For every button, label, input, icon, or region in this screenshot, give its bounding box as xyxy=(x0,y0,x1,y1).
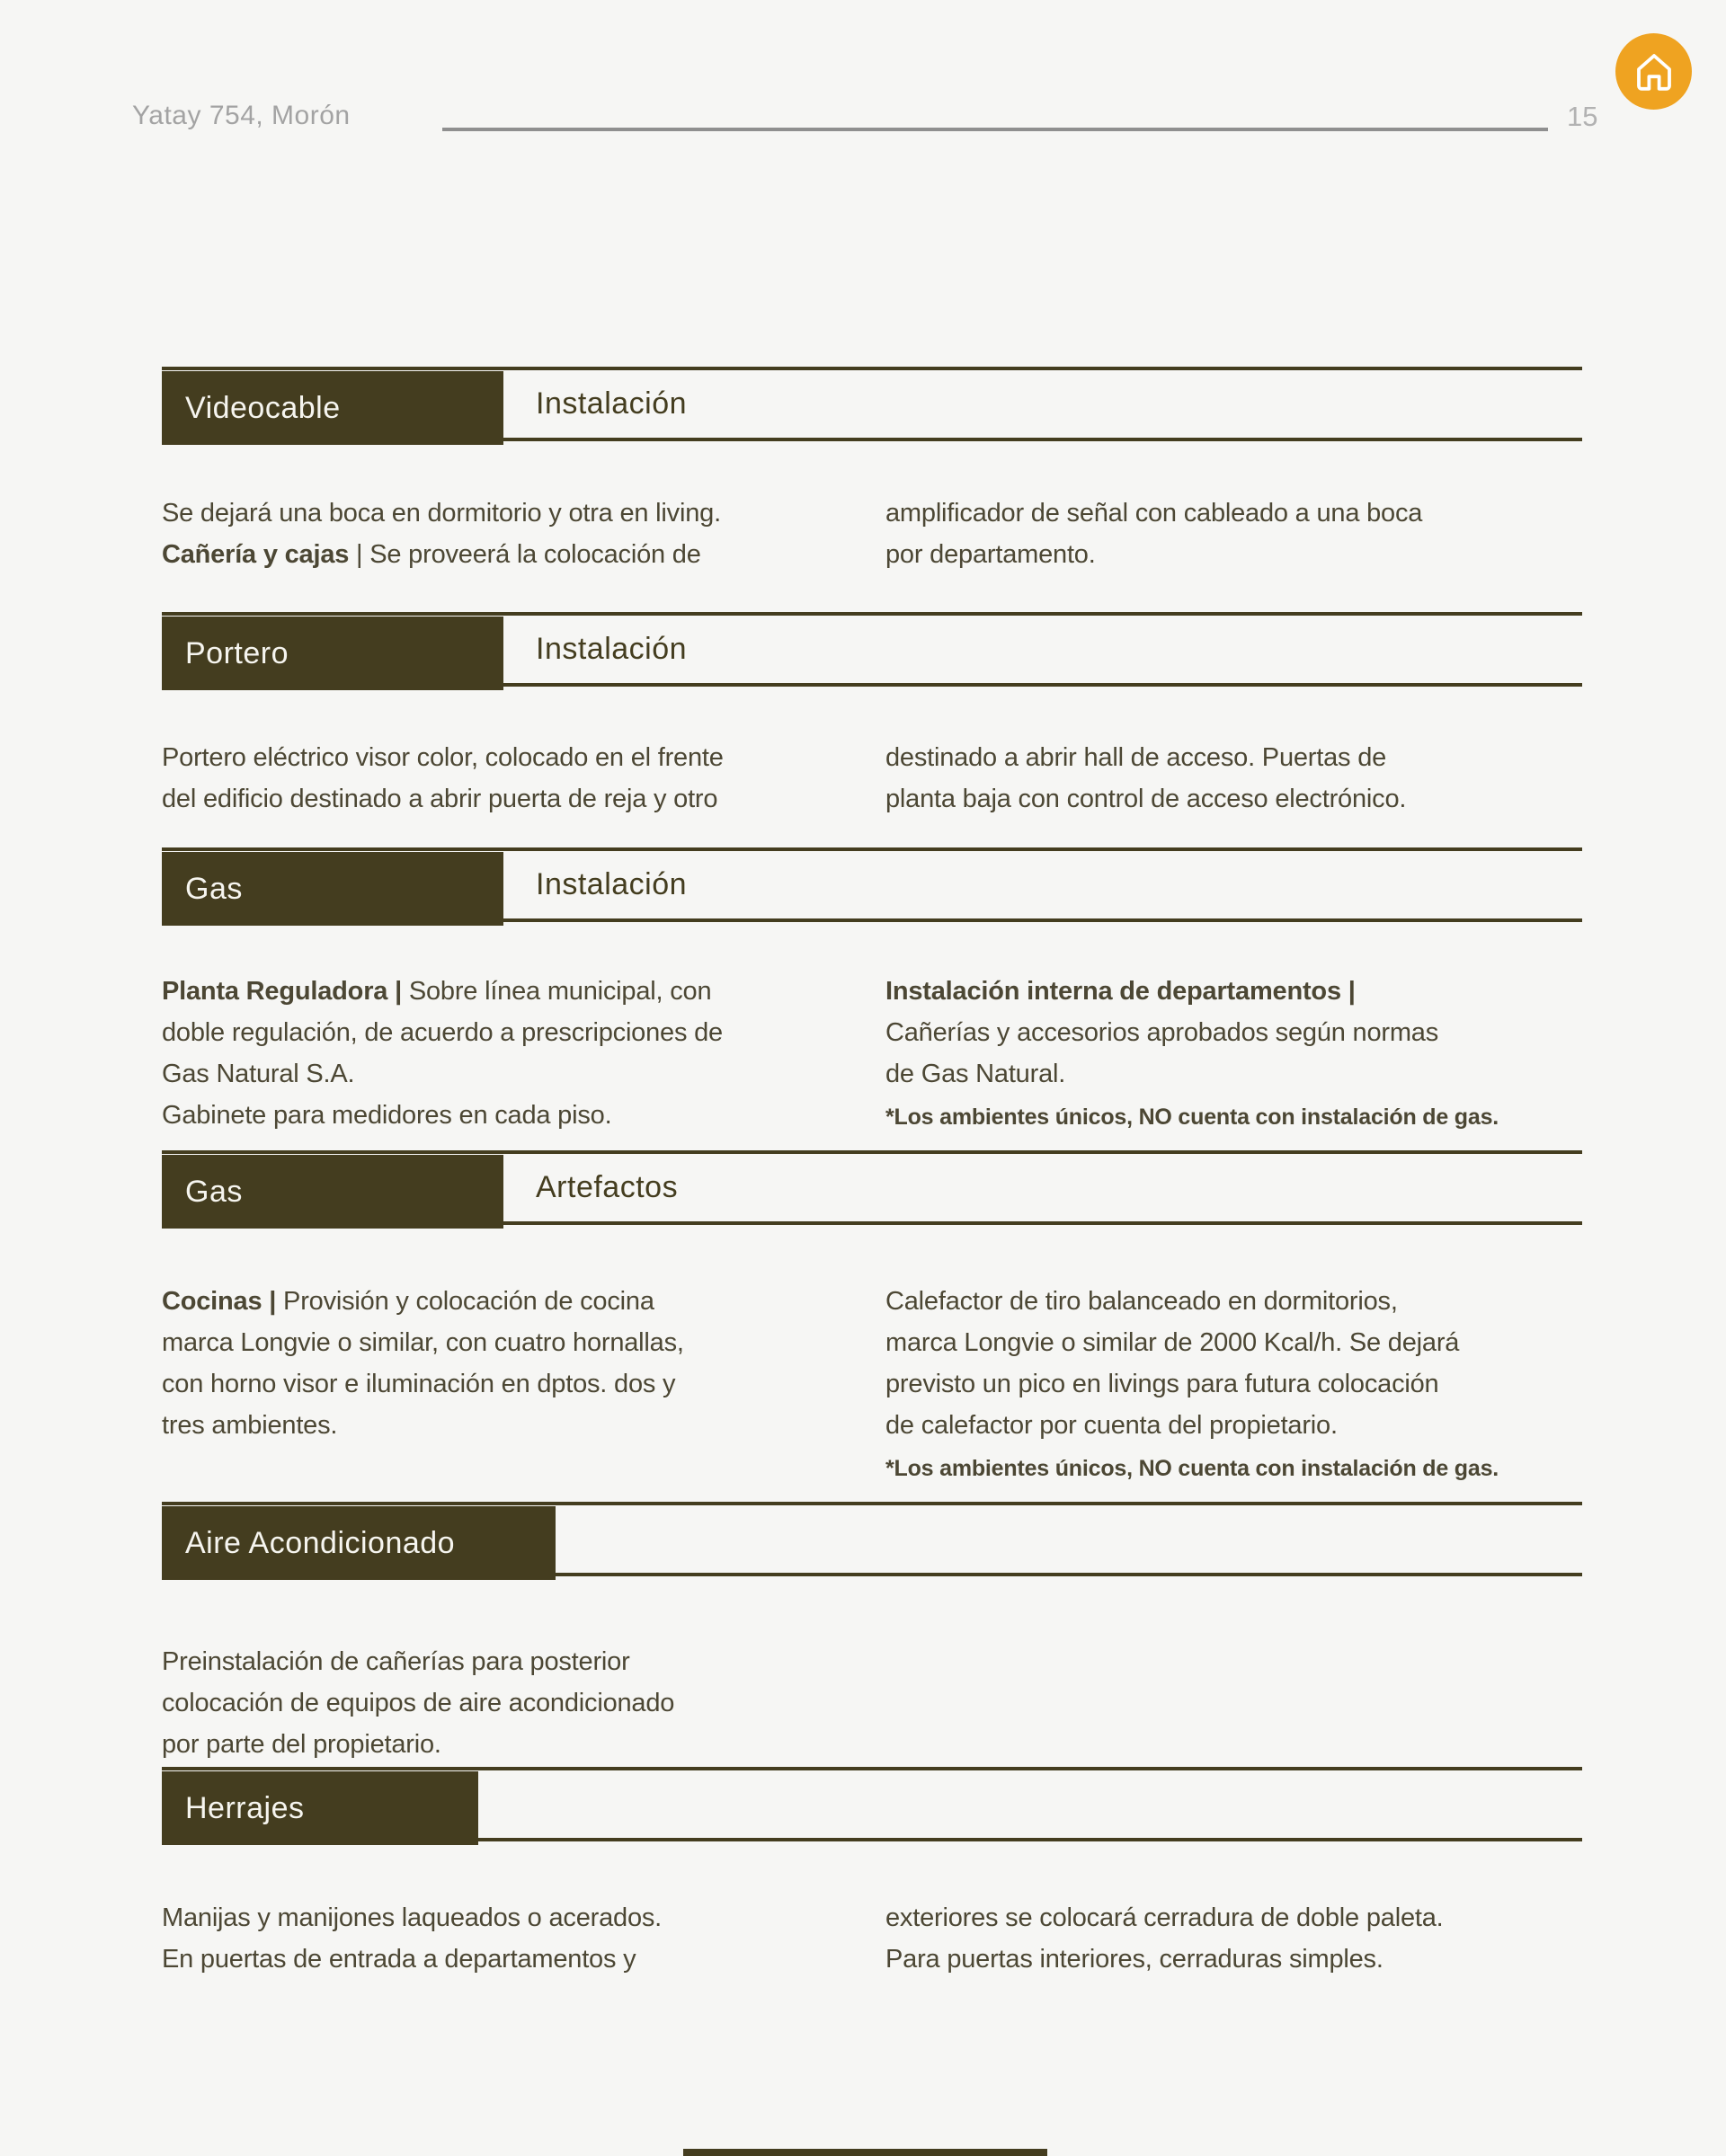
text-segment: Gas Natural S.A. xyxy=(162,1060,355,1088)
text-column xyxy=(162,971,859,1136)
text-segment: En puertas de entrada a departamentos y xyxy=(162,1945,636,1974)
section-tab xyxy=(162,852,503,926)
spec-line xyxy=(162,778,859,820)
page-number: 15 xyxy=(1567,101,1598,132)
spec-line xyxy=(885,737,1582,778)
text-segment: Gabinete para medidores en cada piso. xyxy=(162,1101,612,1130)
spec-section-portero xyxy=(162,612,1582,820)
text-segment: Para puertas interiores, cerraduras simples. xyxy=(885,1945,1383,1974)
text-segment: con horno visor e iluminación en dptos. dos y xyxy=(162,1370,676,1398)
text-segment: Instalación interna de departamentos | xyxy=(885,977,1356,1006)
text-segment: *Los ambientes únicos, NO cuenta con instalación de gas. xyxy=(885,1456,1499,1481)
section-title: Portero xyxy=(185,635,289,670)
spec-line xyxy=(162,1641,859,1682)
text-column xyxy=(162,1897,859,1980)
spec-line xyxy=(885,778,1582,820)
spec-line xyxy=(162,492,859,534)
text-segment: planta baja con control de acceso electrónico. xyxy=(885,785,1407,813)
spec-line xyxy=(162,1724,859,1765)
spec-line xyxy=(162,1897,859,1939)
section-tab xyxy=(162,1155,503,1229)
section-body xyxy=(162,492,1582,575)
section-tab xyxy=(162,1506,556,1580)
text-segment: amplificador de señal con cableado a una boca xyxy=(885,499,1423,528)
spec-line xyxy=(162,737,859,778)
text-segment: exteriores se colocará cerradura de doble paleta. xyxy=(885,1903,1444,1932)
section-title: Aire Acondicionado xyxy=(185,1525,456,1560)
spec-line xyxy=(885,1281,1582,1322)
section-title: Gas xyxy=(185,871,243,906)
text-segment: del edificio destinado a abrir puerta de reja y otro xyxy=(162,785,718,813)
section-body xyxy=(162,1641,1582,1765)
spec-line xyxy=(885,1405,1582,1446)
text-segment: Cocinas | xyxy=(162,1287,284,1316)
spec-line xyxy=(162,1281,859,1322)
section-title: Gas xyxy=(185,1174,243,1209)
spec-line xyxy=(162,1939,859,1980)
spec-section-gas-artefactos xyxy=(162,1150,1582,1486)
text-segment: colocación de equipos de aire acondicionado xyxy=(162,1689,675,1717)
text-column xyxy=(885,1897,1582,1980)
text-segment: previsto un pico en livings para futura colocación xyxy=(885,1370,1439,1398)
spec-line xyxy=(885,492,1582,534)
spec-line xyxy=(885,1897,1582,1939)
spec-line xyxy=(885,534,1582,575)
text-segment: doble regulación, de acuerdo a prescripciones de xyxy=(162,1018,723,1047)
header-divider xyxy=(442,128,1548,131)
text-segment: Portero eléctrico visor color, colocado en el frente xyxy=(162,743,724,772)
section-body xyxy=(162,1281,1582,1486)
section-header xyxy=(162,1150,1582,1225)
spec-line xyxy=(885,1012,1582,1053)
text-segment: de calefactor por cuenta del propietario. xyxy=(885,1411,1338,1440)
section-tab xyxy=(162,1771,478,1845)
section-subtitle: Instalación xyxy=(536,386,688,421)
text-segment: Cañerías y accesorios aprobados según normas xyxy=(885,1018,1439,1047)
section-header xyxy=(162,612,1582,687)
text-segment: marca Longvie o similar de 2000 Kcal/h. Se dejará xyxy=(885,1328,1460,1357)
text-column xyxy=(162,492,859,575)
section-header xyxy=(162,847,1582,922)
text-segment: Planta Reguladora | xyxy=(162,977,409,1006)
section-header xyxy=(162,367,1582,441)
section-tab xyxy=(162,371,503,445)
text-segment: por parte del propietario. xyxy=(162,1730,441,1759)
section-tab xyxy=(162,617,503,690)
text-column xyxy=(885,1641,1582,1765)
page-header-location: Yatay 754, Morón xyxy=(132,101,351,130)
spec-line xyxy=(162,1095,859,1136)
section-body xyxy=(162,737,1582,820)
spec-line xyxy=(162,1682,859,1724)
text-column xyxy=(885,737,1582,820)
spec-line xyxy=(162,1405,859,1446)
text-column xyxy=(162,1281,859,1486)
spec-line xyxy=(885,1053,1582,1095)
text-column xyxy=(885,492,1582,575)
text-segment: por departamento. xyxy=(885,540,1096,569)
text-segment: Sobre línea municipal, con xyxy=(408,977,712,1006)
spec-line xyxy=(162,534,859,575)
spec-line xyxy=(885,1939,1582,1980)
text-column xyxy=(885,971,1582,1136)
spec-section-videocable xyxy=(162,367,1582,575)
text-segment: Se dejará una boca en dormitorio y otra en living. xyxy=(162,499,721,528)
text-segment: Provisión y colocación de cocina xyxy=(283,1287,654,1316)
spec-line xyxy=(162,1363,859,1405)
spec-section-gas-instalacion xyxy=(162,847,1582,1136)
text-segment: | Se proveerá la colocación de xyxy=(349,540,701,569)
section-subtitle: Instalación xyxy=(536,867,688,901)
section-subtitle: Artefactos xyxy=(536,1170,679,1204)
home-icon[interactable] xyxy=(1615,33,1692,110)
text-column xyxy=(162,737,859,820)
text-segment: tres ambientes. xyxy=(162,1411,338,1440)
spec-line xyxy=(162,1012,859,1053)
spec-line xyxy=(162,971,859,1012)
text-segment: Preinstalación de cañerías para posterior xyxy=(162,1647,630,1676)
fine-print-line xyxy=(885,1451,1582,1486)
spec-line xyxy=(885,971,1582,1012)
text-column xyxy=(162,1641,859,1765)
text-segment: de Gas Natural. xyxy=(885,1060,1066,1088)
section-body xyxy=(162,971,1582,1136)
spec-line xyxy=(162,1322,859,1363)
text-column xyxy=(885,1281,1582,1486)
section-title: Videocable xyxy=(185,390,341,425)
footer-accent-bar xyxy=(683,2149,1047,2156)
text-segment: Cañería y cajas xyxy=(162,540,350,569)
text-segment: Calefactor de tiro balanceado en dormitorios, xyxy=(885,1287,1398,1316)
section-header xyxy=(162,1502,1582,1576)
section-body xyxy=(162,1897,1582,1980)
fine-print-line xyxy=(885,1100,1582,1134)
spec-line xyxy=(885,1322,1582,1363)
spec-line xyxy=(162,1053,859,1095)
text-segment: marca Longvie o similar, con cuatro hornallas, xyxy=(162,1328,684,1357)
section-header xyxy=(162,1767,1582,1841)
text-segment: *Los ambientes únicos, NO cuenta con instalación de gas. xyxy=(885,1105,1499,1130)
spec-section-aire-acondicionado xyxy=(162,1502,1582,1765)
spec-line xyxy=(885,1363,1582,1405)
house-glyph xyxy=(1633,50,1676,93)
text-segment: destinado a abrir hall de acceso. Puertas de xyxy=(885,743,1387,772)
spec-sections xyxy=(162,367,1582,1980)
spec-section-herrajes xyxy=(162,1767,1582,1980)
section-title: Herrajes xyxy=(185,1790,305,1825)
text-segment: Manijas y manijones laqueados o acerados. xyxy=(162,1903,663,1932)
section-subtitle: Instalación xyxy=(536,632,688,666)
